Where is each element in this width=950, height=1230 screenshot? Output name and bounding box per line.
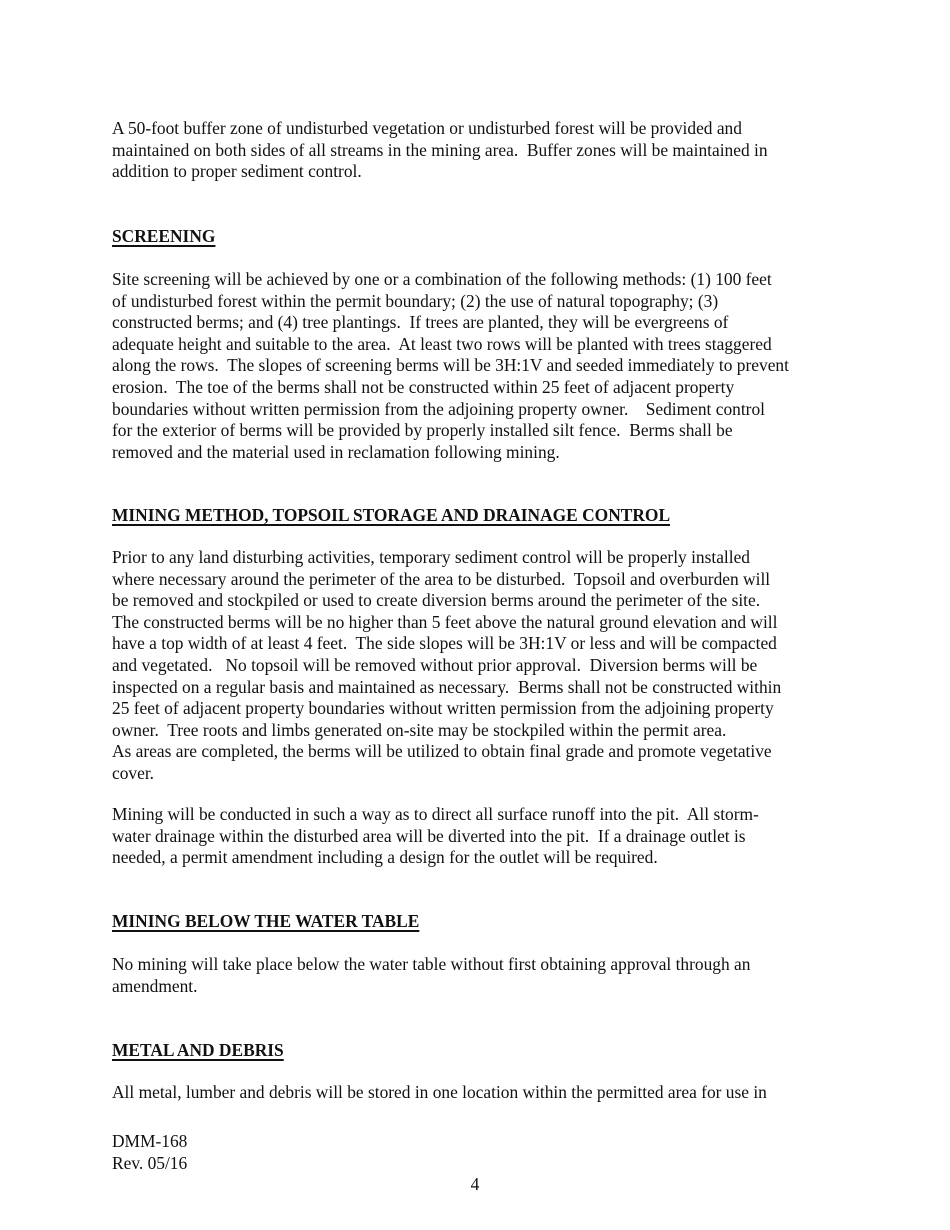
form-footer	[112, 1131, 187, 1174]
text-line: for the exterior of berms will be provided by properly installed silt fence. Berms shall be	[112, 420, 733, 441]
text-line: inspected on a regular basis and maintained as necessary. Berms shall not be constructed within	[112, 676, 782, 697]
metal-debris-paragraph	[112, 1082, 852, 1104]
text-line: be removed and stockpiled or used to create diversion berms around the perimeter of the site.	[112, 590, 761, 611]
text-line: All metal, lumber and debris will be stored in one location within the permitted area for use in	[112, 1082, 767, 1102]
section-heading-water-table: MINING BELOW THE WATER TABLE	[112, 911, 420, 931]
water-table-paragraph	[112, 954, 852, 997]
form-number: DMM-168	[112, 1131, 188, 1151]
text-line: erosion. The toe of the berms shall not be constructed within 25 feet of adjacent property	[112, 376, 735, 397]
text-line: needed, a permit amendment including a design for the outlet will be required.	[112, 847, 658, 868]
mining-method-paragraph	[112, 547, 852, 785]
text-line: water drainage within the disturbed area will be diverted into the pit. If a drainage outlet is	[112, 825, 746, 846]
text-line: Mining will be conducted in such a way as to direct all surface runoff into the pit. All storm-	[112, 804, 759, 824]
text-line: addition to proper sediment control.	[112, 161, 362, 182]
text-line: A 50-foot buffer zone of undisturbed vegetation or undisturbed forest will be provided and	[112, 118, 742, 138]
text-line: adequate height and suitable to the area. At least two rows will be planted with trees staggered	[112, 333, 772, 354]
section-heading-metal-debris: METAL AND DEBRIS	[112, 1040, 284, 1060]
text-line: removed and the material used in reclamation following mining.	[112, 441, 560, 462]
text-line: The constructed berms will be no higher than 5 feet above the natural ground elevation and will	[112, 611, 778, 632]
text-line: 25 feet of adjacent property boundaries without written permission from the adjoining property	[112, 698, 774, 719]
buffer-zone-paragraph	[112, 118, 852, 183]
text-line: maintained on both sides of all streams in the mining area. Buffer zones will be maintained in	[112, 139, 768, 160]
text-line: boundaries without written permission from the adjoining property owner. Sediment control	[112, 398, 765, 419]
text-line: amendment.	[112, 975, 198, 996]
text-line: along the rows. The slopes of screening berms will be 3H:1V and seeded immediately to prevent	[112, 355, 789, 376]
text-line: Site screening will be achieved by one or a combination of the following methods: (1) 100 feet	[112, 269, 772, 289]
text-line: have a top width of at least 4 feet. The side slopes will be 3H:1V or less and will be compacted	[112, 633, 777, 654]
text-line: of undisturbed forest within the permit boundary; (2) the use of natural topography; (3)	[112, 290, 719, 311]
revision-date: Rev. 05/16	[112, 1152, 188, 1173]
text-line: where necessary around the perimeter of the area to be disturbed. Topsoil and overburden will	[112, 568, 771, 589]
text-line: No mining will take place below the water table without first obtaining approval through an	[112, 954, 751, 974]
screening-paragraph	[112, 269, 852, 463]
section-heading-mining-method: MINING METHOD, TOPSOIL STORAGE AND DRAINAGE CONTROL	[112, 505, 671, 525]
text-line: owner. Tree roots and limbs generated on-site may be stockpiled within the permit area.	[112, 719, 727, 740]
drainage-paragraph	[112, 804, 852, 869]
page-number: 4	[470, 1174, 480, 1194]
text-line: constructed berms; and (4) tree plantings. If trees are planted, they will be evergreens of	[112, 312, 729, 333]
text-line: As areas are completed, the berms will be utilized to obtain final grade and promote vegetative	[112, 741, 772, 762]
text-line: and vegetated. No topsoil will be removed without prior approval. Diversion berms will be	[112, 654, 758, 675]
text-line: Prior to any land disturbing activities, temporary sediment control will be properly installed	[112, 547, 751, 567]
section-heading-screening: SCREENING	[112, 226, 216, 246]
text-line: cover.	[112, 762, 155, 783]
